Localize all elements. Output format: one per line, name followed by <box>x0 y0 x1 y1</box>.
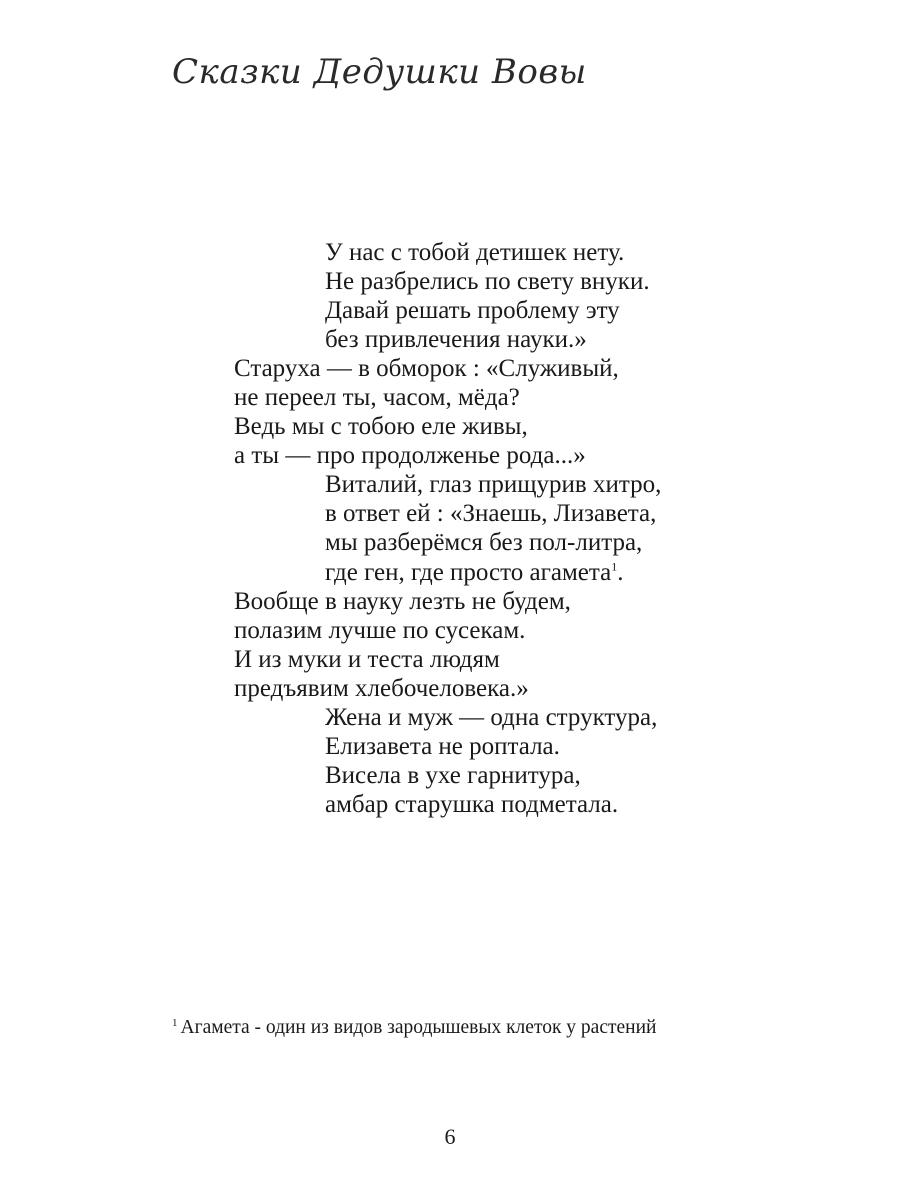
poem-line <box>234 296 794 325</box>
poem-line-text: Виталий, глаз прищурив хитро, <box>325 471 662 499</box>
poem-line <box>234 499 794 528</box>
poem-line-text: У нас с тобой детишек нету. <box>325 239 625 266</box>
poem-line-text: мы разберёмся без пол-литра, <box>325 529 643 557</box>
poem-line-text: Вообще в науку лезть не будем, <box>234 587 571 615</box>
poem-line-text: где ген, где просто агамета <box>325 558 612 586</box>
poem-line-text: Не разбрелись по свету внуки. <box>325 268 650 296</box>
poem-line <box>234 412 794 441</box>
poem-line <box>234 470 794 499</box>
poem-line-text: полазим лучше по сусекам. <box>234 616 526 644</box>
poem-line-text: Давай решать проблему эту <box>325 297 620 325</box>
poem-line <box>234 587 794 616</box>
poem-line <box>234 354 794 383</box>
poem-line <box>234 703 794 732</box>
poem-line <box>234 732 794 761</box>
page-number: 6 <box>444 1124 456 1149</box>
footnote <box>172 1014 732 1041</box>
poem-line-text: И из муки и теста людям <box>234 645 500 673</box>
poem-line-text: Ведь мы с тобою еле живы, <box>234 413 528 441</box>
poem-line <box>234 383 794 412</box>
poem-line-text: амбар старушка подметала. <box>325 790 619 818</box>
poem-line-text: а ты — про продолженье рода...» <box>234 442 586 470</box>
poem-line-text: Елизавета не роптала. <box>325 732 560 760</box>
poem-line <box>234 761 794 790</box>
poem-line <box>234 790 794 819</box>
poem-line <box>234 238 794 267</box>
poem-line-text: Висела в ухе гарнитура, <box>325 761 581 789</box>
running-title: Сказки Дедушки Вовы <box>172 52 587 92</box>
poem-line-text: не переел ты, часом, мёда? <box>234 384 520 412</box>
poem-line-text: Старуха — в обморок : «Служивый, <box>234 355 619 383</box>
poem-line <box>234 267 794 296</box>
poem-line-text: без привлечения науки.» <box>325 326 587 354</box>
footnote-mark: 1 <box>172 1016 178 1029</box>
poem-line <box>234 325 794 354</box>
poem-line <box>234 528 794 557</box>
poem-line-text: в ответ ей : «Знаешь, Лизавета, <box>325 500 657 528</box>
poem-text <box>234 238 794 819</box>
poem-line <box>234 616 794 645</box>
poem-line <box>234 441 794 470</box>
poem-line <box>234 674 794 703</box>
poem-line-trailing: . <box>617 558 624 586</box>
footnote-text: Агамета - один из видов зародышевых клеток у растений <box>180 1017 657 1038</box>
poem-line <box>234 645 794 674</box>
footnote-reference: 1 <box>611 559 618 574</box>
poem-line-text: Жена и муж — одна структура, <box>325 703 658 731</box>
poem-line <box>234 558 794 587</box>
poem-line-text: предъявим хлебочеловека.» <box>234 674 529 702</box>
